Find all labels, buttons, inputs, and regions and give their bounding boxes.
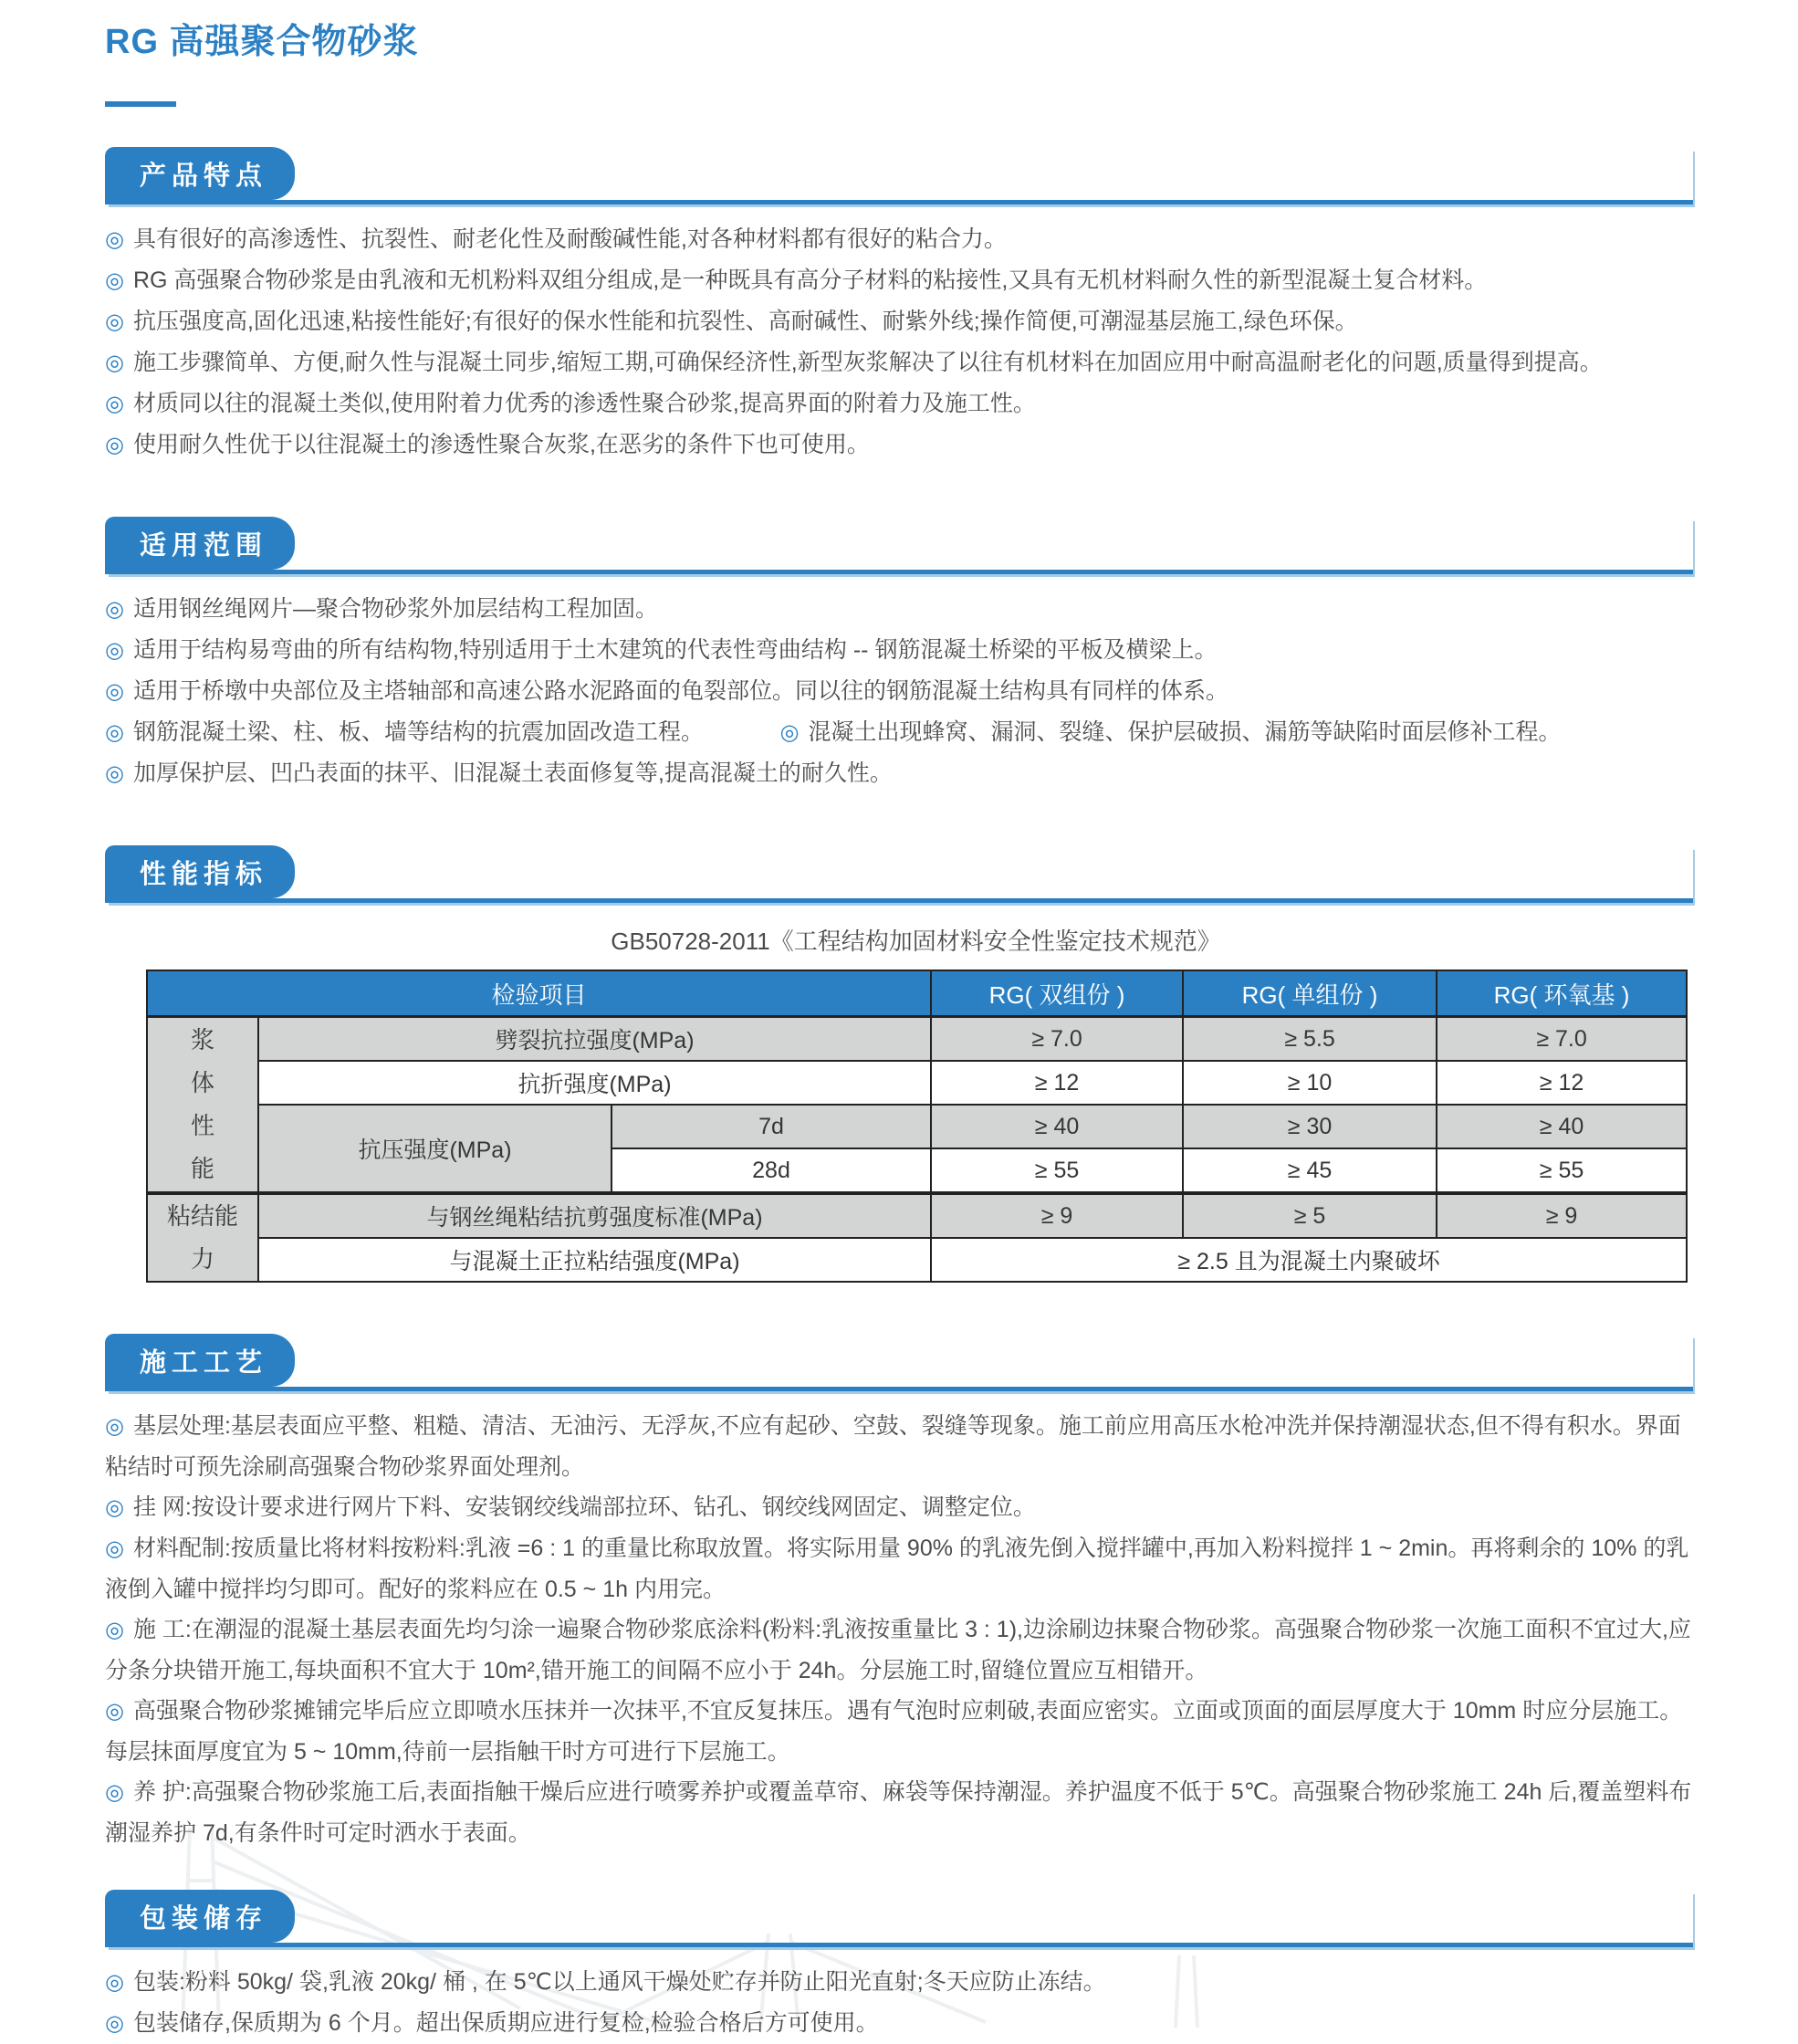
- ring-bullet-icon: ◎: [105, 638, 124, 663]
- list-item: [105, 712, 780, 753]
- list-item: [105, 589, 1693, 630]
- list-item: [105, 342, 1693, 383]
- list-item: [105, 1487, 1693, 1528]
- ring-bullet-icon: ◎: [105, 433, 124, 457]
- ring-bullet-icon: ◎: [105, 309, 124, 334]
- bullet-text: 挂 网:按设计要求进行网片下料、安装钢绞线端部拉环、钻孔、钢绞线网固定、调整定位。: [132, 1494, 1036, 1520]
- table-header-row: [147, 970, 1687, 1017]
- ring-bullet-icon: ◎: [105, 1618, 124, 1642]
- table-row: [147, 1061, 1687, 1105]
- table-row: [147, 1193, 1687, 1238]
- cell-value: ≥ 45: [1183, 1148, 1437, 1193]
- section-packaging: [105, 1890, 1693, 2044]
- bullet-text: 施工步骤简单、方便,耐久性与混凝土同步,缩短工期,可确保经济性,新型灰浆解决了以往有机材料在加固应用中耐高温耐老化的问题,质量得到提高。: [132, 350, 1603, 375]
- row-label: 抗折强度(MPa): [258, 1061, 931, 1105]
- list-item: [105, 671, 1693, 712]
- ring-bullet-icon: ◎: [105, 1699, 124, 1724]
- bullet-text: 加厚保护层、凹凸表面的抹平、旧混凝土表面修复等,提高混凝土的耐久性。: [132, 760, 893, 786]
- scope-bullet-list: [105, 589, 1693, 794]
- features-bullet-list: [105, 219, 1693, 466]
- list-item: [105, 630, 1693, 671]
- section-features: [105, 147, 1693, 466]
- list-item: [105, 1772, 1693, 1853]
- col-header-rg1: RG( 单组份 ): [1183, 970, 1437, 1017]
- page-title: RG 高强聚合物砂浆: [105, 23, 419, 61]
- ring-bullet-icon: ◎: [105, 268, 124, 293]
- section-header-rule: [105, 1334, 1693, 1391]
- cell-value: ≥ 55: [1437, 1148, 1687, 1193]
- table-row: [147, 1017, 1687, 1062]
- ring-bullet-icon: ◎: [779, 720, 800, 745]
- packaging-bullet-list: [105, 1962, 1693, 2044]
- bullet-text: 施 工:在潮湿的混凝土基层表面先均匀涂一遍聚合物砂浆底涂料(粉料:乳液按重量比 3 : 1),边涂刷边抹聚合物砂浆。高强聚合物砂浆一次施工面积不宜过大,应分条分块错开施工,每块面积不宜大于 10m²,错开施工的间隔不应小于 24h。分层施工时,留缝位置应互相错开。: [105, 1617, 1691, 1683]
- list-item: [105, 1609, 1693, 1691]
- section-badge-performance: 性能指标: [105, 845, 295, 898]
- row-sublabel-28d: 28d: [612, 1148, 931, 1193]
- cell-value: ≥ 7.0: [1437, 1017, 1687, 1062]
- ring-bullet-icon: ◎: [105, 597, 124, 622]
- col-header-item: 检验项目: [147, 970, 931, 1017]
- section-header-rule: [105, 1890, 1693, 1947]
- list-item: [105, 1691, 1693, 1772]
- cell-value: ≥ 9: [931, 1193, 1183, 1238]
- construction-bullet-list: [105, 1406, 1693, 1853]
- list-item-pair: [105, 712, 1693, 753]
- section-header-rule: [105, 517, 1693, 574]
- section-badge-features: 产品特点: [105, 147, 295, 200]
- cell-value: ≥ 40: [1437, 1105, 1687, 1148]
- ring-bullet-icon: ◎: [105, 679, 124, 704]
- group-label-bond: 粘结能力: [147, 1193, 258, 1282]
- bullet-text: 适用于桥墩中央部位及主塔轴部和高速公路水泥路面的龟裂部位。同以往的钢筋混凝土结构具有同样的体系。: [132, 678, 1228, 704]
- cell-value: ≥ 7.0: [931, 1017, 1183, 1062]
- section-badge-construction: 施工工艺: [105, 1334, 295, 1387]
- row-label: 与混凝土正拉粘结强度(MPa): [258, 1238, 931, 1282]
- cell-value: ≥ 12: [931, 1061, 1183, 1105]
- list-item: [105, 383, 1693, 425]
- ring-bullet-icon: ◎: [105, 1970, 124, 1995]
- bullet-text: 材料配制:按质量比将材料按粉料:乳液 =6 : 1 的重量比称取放置。将实际用量 90% 的乳液先倒入搅拌罐中,再加入粉料搅拌 1 ~ 2min。再将剩余的 10% 的乳液倒入罐中搅拌均匀即可。配好的浆料应在 0.5 ~ 1h 内用完。: [105, 1536, 1689, 1602]
- bullet-text: 适用钢丝绳网片—聚合物砂浆外加层结构工程加固。: [132, 596, 658, 622]
- bullet-text: 高强聚合物砂浆摊铺完毕后应立即喷水压抹并一次抹平,不宜反复抹压。遇有气泡时应刺破,表面应密实。立面或顶面的面层厚度大于 10mm 时应分层施工。每层抹面厚度宜为 5 ~ 10mm,待前一层指触干时方可进行下层施工。: [105, 1698, 1683, 1765]
- list-item: [105, 1406, 1693, 1487]
- list-item: [105, 753, 1693, 794]
- row-label: 劈裂抗拉强度(MPa): [258, 1017, 931, 1062]
- cell-value: ≥ 55: [931, 1148, 1183, 1193]
- bullet-text: 混凝土出现蜂窝、漏洞、裂缝、保护层破损、漏筋等缺陷时面层修补工程。: [808, 719, 1562, 745]
- ring-bullet-icon: ◎: [105, 1495, 124, 1520]
- table-row: [147, 1238, 1687, 1282]
- list-item: [105, 425, 1693, 466]
- ring-bullet-icon: ◎: [105, 1536, 124, 1561]
- cell-value: ≥ 40: [931, 1105, 1183, 1148]
- list-item: [105, 1962, 1693, 2003]
- list-item: [105, 2003, 1693, 2044]
- cell-value: ≥ 9: [1437, 1193, 1687, 1238]
- bullet-text: 养 护:高强聚合物砂浆施工后,表面指触干燥后应进行喷雾养护或覆盖草帘、麻袋等保持潮湿。养护温度不低于 5℃。高强聚合物砂浆施工 24h 后,覆盖塑料布潮湿养护 7d,有条件时可定时洒水于表面。: [105, 1779, 1692, 1846]
- title-underline: [105, 101, 176, 107]
- section-performance: [105, 845, 1693, 1283]
- col-header-epoxy: RG( 环氧基 ): [1437, 970, 1687, 1017]
- table-caption: GB50728-2011《工程结构加固材料安全性鉴定技术规范》: [611, 928, 1221, 955]
- section-badge-scope: 适用范围: [105, 517, 295, 570]
- list-item: [105, 301, 1693, 342]
- performance-table: [146, 970, 1688, 1283]
- bullet-text: 包装:粉料 50kg/ 袋,乳液 20kg/ 桶 , 在 5℃以上通风干燥处贮存并防止阳光直射;冬天应防止冻结。: [132, 1969, 1106, 1995]
- group-label-slurry: 浆体性能: [147, 1017, 258, 1194]
- ring-bullet-icon: ◎: [105, 227, 124, 252]
- section-badge-packaging: 包装储存: [105, 1890, 295, 1943]
- cell-value: ≥ 10: [1183, 1061, 1437, 1105]
- bullet-text: 适用于结构易弯曲的所有结构物,特别适用于土木建筑的代表性弯曲结构 -- 钢筋混凝土桥梁的平板及横梁上。: [132, 637, 1218, 663]
- cell-value-span: ≥ 2.5 且为混凝土内聚破坏: [931, 1238, 1687, 1282]
- ring-bullet-icon: ◎: [105, 351, 124, 375]
- bullet-text: 包装储存,保质期为 6 个月。超出保质期应进行复检,检验合格后方可使用。: [132, 2010, 879, 2036]
- ring-bullet-icon: ◎: [105, 720, 124, 745]
- cell-value: ≥ 5: [1183, 1193, 1437, 1238]
- list-item: [105, 1528, 1693, 1609]
- row-sublabel-7d: 7d: [612, 1105, 931, 1148]
- section-header-rule: [105, 147, 1693, 204]
- cell-value: ≥ 30: [1183, 1105, 1437, 1148]
- list-item: [780, 712, 1694, 753]
- ring-bullet-icon: ◎: [105, 1414, 124, 1439]
- bullet-text: 使用耐久性优于以往混凝土的渗透性聚合灰浆,在恶劣的条件下也可使用。: [132, 432, 870, 457]
- ring-bullet-icon: ◎: [105, 2011, 124, 2036]
- col-header-rg2: RG( 双组份 ): [931, 970, 1183, 1017]
- ring-bullet-icon: ◎: [105, 761, 124, 786]
- bullet-text: 材质同以往的混凝土类似,使用附着力优秀的渗透性聚合砂浆,提高界面的附着力及施工性。: [132, 391, 1036, 416]
- ring-bullet-icon: ◎: [105, 1780, 124, 1805]
- row-label: 与钢丝绳粘结抗剪强度标准(MPa): [258, 1193, 931, 1238]
- section-scope: [105, 517, 1693, 794]
- cell-value: ≥ 12: [1437, 1061, 1687, 1105]
- list-item: [105, 219, 1693, 260]
- section-construction: [105, 1334, 1693, 1853]
- list-item: [105, 260, 1693, 301]
- cell-value: ≥ 5.5: [1183, 1017, 1437, 1062]
- row-label-compressive: 抗压强度(MPa): [258, 1105, 612, 1193]
- ring-bullet-icon: ◎: [105, 392, 124, 416]
- table-row: [147, 1105, 1687, 1148]
- bullet-text: 基层处理:基层表面应平整、粗糙、清洁、无油污、无浮灰,不应有起砂、空鼓、裂缝等现象。施工前应用高压水枪冲洗并保持潮湿状态,但不得有积水。界面粘结时可预先涂刷高强聚合物砂浆界面处理剂。: [105, 1413, 1681, 1480]
- section-header-rule: [105, 845, 1693, 903]
- bullet-text: 抗压强度高,固化迅速,粘接性能好;有很好的保水性能和抗裂性、高耐碱性、耐紫外线;操作简便,可潮湿基层施工,绿色环保。: [132, 309, 1358, 334]
- bullet-text: RG 高强聚合物砂浆是由乳液和无机粉料双组分组成,是一种既具有高分子材料的粘接性,又具有无机材料耐久性的新型混凝土复合材料。: [132, 267, 1488, 293]
- bullet-text: 具有很好的高渗透性、抗裂性、耐老化性及耐酸碱性能,对各种材料都有很好的粘合力。: [132, 226, 1007, 252]
- bullet-text: 钢筋混凝土梁、柱、板、墙等结构的抗震加固改造工程。: [132, 719, 704, 745]
